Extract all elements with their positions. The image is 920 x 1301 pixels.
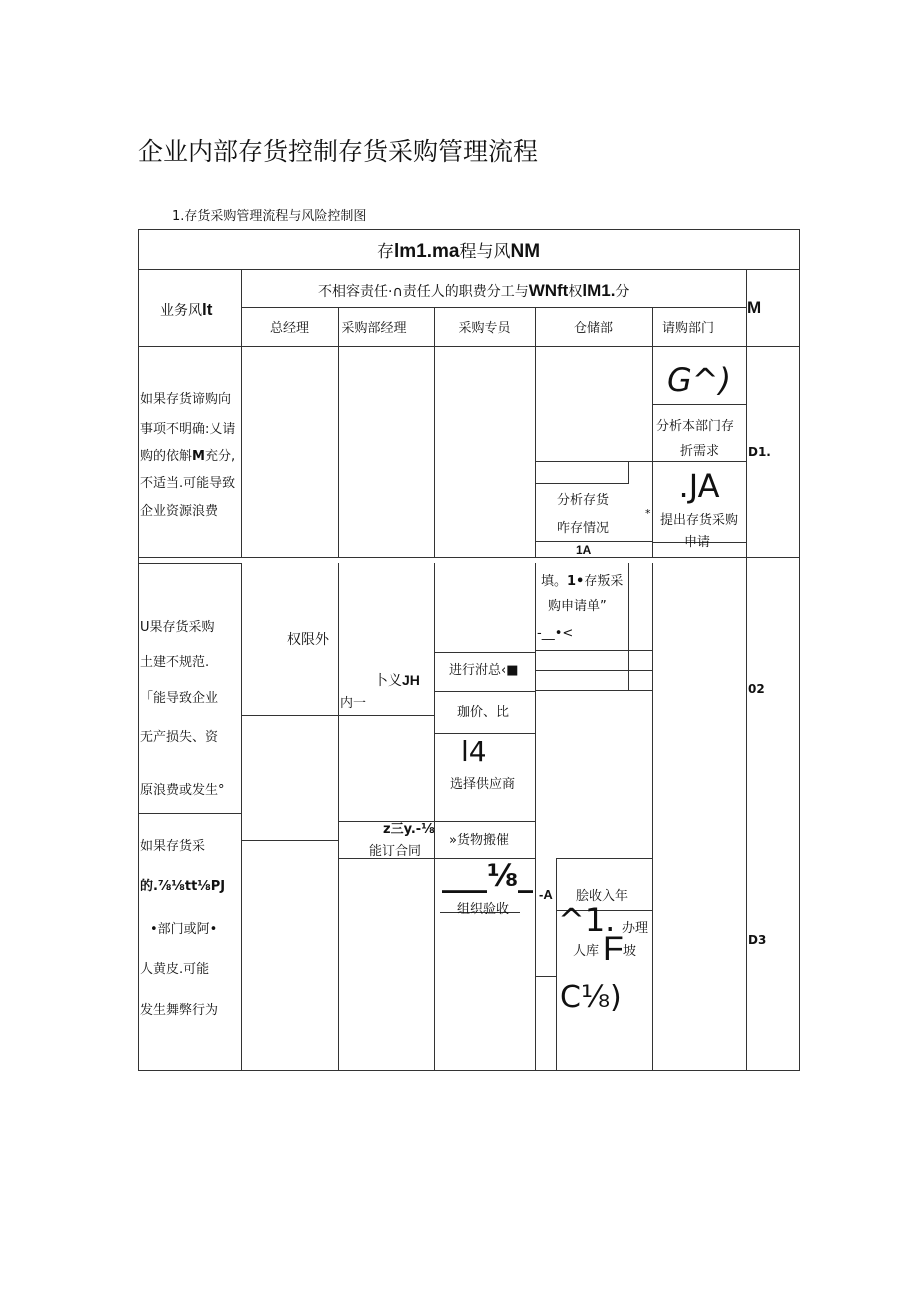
header-part: WNft <box>528 281 569 300</box>
flow-analyze-stock: 分析存货 <box>557 493 610 508</box>
flow-compare-price: 珈价、比 <box>457 705 510 720</box>
document-title: 企业内部存货控制存货采购管理流程 <box>138 137 539 166</box>
flow-part: 卜义 <box>374 673 402 689</box>
flow-1a-mark: 1A <box>576 543 592 557</box>
control-code-d2: 02 <box>748 682 765 696</box>
flow-part: JH <box>402 672 420 688</box>
section-title: 1.存货采购管理流程与风险控制图 <box>172 209 367 224</box>
control-point-header: M <box>747 298 762 317</box>
flow-analyze-stock: 咋存情况 <box>557 521 610 536</box>
risk-2-line: U果存货采购 <box>140 620 215 635</box>
caption-part: lm1.ma <box>394 241 460 262</box>
flow-part: 存叛采 <box>584 574 624 589</box>
risk-2-line: 无产损失、资 <box>140 730 219 745</box>
flow-part: 1• <box>567 574 585 589</box>
role-general-manager: 总经理 <box>269 321 309 336</box>
flow-four-mark: l4 <box>461 735 487 768</box>
flow-part: 填。 <box>541 574 568 589</box>
caption-part: NM <box>510 241 541 262</box>
flow-analyze-dept: 折需求 <box>680 444 720 459</box>
flow-handle: 人库 <box>573 944 600 959</box>
flow-organize-overflow <box>434 902 535 917</box>
flow-urge-delivery: »货物搬催 <box>449 833 509 848</box>
risk-3-line: 如果存货采 <box>140 839 206 854</box>
risk-part: 购的依斛 <box>140 449 193 464</box>
flow-authority-out: 权限外 <box>287 632 329 648</box>
risk-1-line: 事项不明确:乂请 <box>140 422 236 437</box>
flow-submit-request: 提出存货采购 <box>660 513 739 528</box>
risk-3-line: 的.⅞⅛tt⅛PJ <box>140 879 226 894</box>
flow-dash-a-mark: -A <box>539 887 553 902</box>
flow-handle: 办理 <box>622 921 649 936</box>
flow-sign-contract <box>383 823 435 836</box>
flow-fill-form: 购申请单” <box>548 599 607 614</box>
flow-ja-mark: .JA <box>678 467 720 505</box>
risk-1-line: 如果存货谛购向 <box>140 392 232 407</box>
risk-1-line: 不适当.可能导致 <box>140 476 236 491</box>
risk-part: 充分, <box>204 449 236 464</box>
flow-analyze-dept: 分析本部门存 <box>656 419 735 434</box>
risk-1-line: 企业资源浪费 <box>140 504 219 519</box>
flow-handle: 坡 <box>623 944 637 959</box>
flow-submit-overflow <box>652 535 746 550</box>
flow-within-authority <box>374 673 420 688</box>
flow-within-authority: 内一 <box>340 696 367 711</box>
flow-dash-mark: -__•< <box>537 626 574 641</box>
flow-submit-request: 申请 <box>684 535 711 550</box>
flow-accept: 脍收入年 <box>576 889 629 904</box>
risk-3-line: •部门或阿• <box>150 922 218 937</box>
flow-star-mark: * <box>645 507 651 520</box>
header-part: 不相容责任·∩责任人的职费分工与 <box>318 284 529 300</box>
header-part: lM1. <box>582 281 616 300</box>
role-warehouse: 仓储部 <box>573 321 613 336</box>
header-part: 权 <box>568 284 583 300</box>
flow-frac-mark: ___⅛_ <box>442 859 534 894</box>
flow-part: ^1. <box>558 901 616 939</box>
header-part: lt <box>202 300 213 319</box>
business-risk-header <box>160 301 212 318</box>
flow-part: ⅛ <box>421 822 435 837</box>
caption-part: 程与风 <box>459 242 511 262</box>
flow-fill-form <box>541 575 623 588</box>
separation-header <box>318 282 629 299</box>
risk-3-line: 人黄皮.可能 <box>140 962 210 977</box>
role-purchasing-specialist: 采购专员 <box>458 321 511 336</box>
flow-summarize: 进行泭总‹■ <box>449 663 519 678</box>
risk-part: M <box>192 449 205 464</box>
role-purchasing-manager: 采购部经理 <box>341 321 407 336</box>
header-part: 分 <box>615 284 630 300</box>
risk-2-line: 原浪费或发生° <box>140 783 225 798</box>
risk-2-line: 土建不规范. <box>140 655 210 670</box>
table-caption <box>377 242 540 261</box>
flow-end-mark: C⅛) <box>560 980 622 1015</box>
flow-f-mark: F <box>603 930 624 968</box>
flow-sign-contract: 能订合同 <box>369 844 422 859</box>
caption-part: 存 <box>377 242 394 262</box>
flow-part: z三y.- <box>383 822 422 837</box>
risk-1-line <box>140 450 235 463</box>
header-part: 业务风 <box>160 303 202 319</box>
flow-organize-inspection: 组织验收 <box>457 902 510 917</box>
flow-select-supplier: 选择供应商 <box>450 777 516 792</box>
control-code-d3: D3 <box>748 933 767 947</box>
control-code-d1: D1. <box>748 445 771 459</box>
risk-3-line: 发生舞弊行为 <box>140 1003 219 1018</box>
flow-start-mark: G^) <box>666 361 732 399</box>
role-requesting-dept: 请购部门 <box>661 321 714 336</box>
risk-2-line: 「能导致企业 <box>140 691 219 706</box>
